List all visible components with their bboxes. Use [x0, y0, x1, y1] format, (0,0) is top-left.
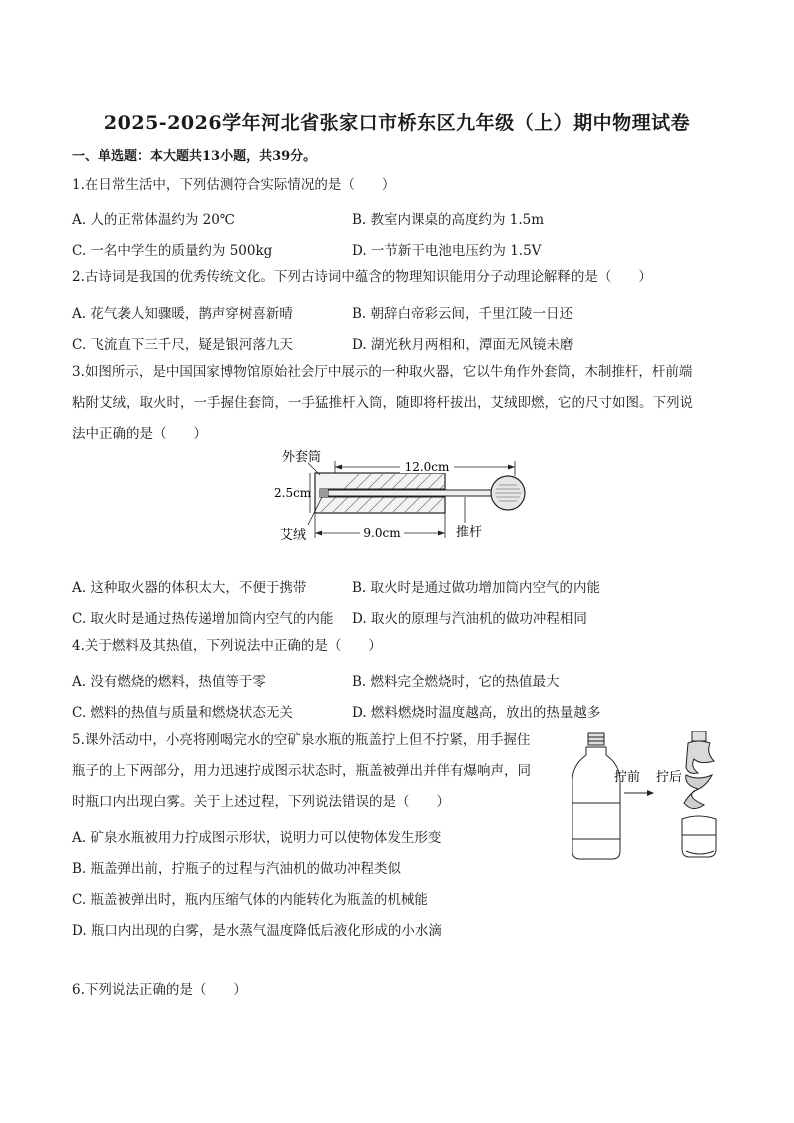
q4-option-c: C. 燃料的热值与质量和燃烧状态无关 [72, 705, 293, 721]
q5-stem-line3: 时瓶口内出现白雾。关于上述过程，下列说法错误的是（ ） [72, 794, 450, 810]
q1-option-a: A. 人的正常体温约为 20℃ [72, 212, 235, 228]
q5-option-a: A. 矿泉水瓶被用力拧成图示形状，说明力可以使物体发生形变 [72, 830, 442, 846]
q2-option-a: A. 花气袭人知骤暖，鹊声穿树喜新晴 [72, 306, 293, 322]
label-2-5cm: 2.5cm [274, 486, 312, 500]
q3-stem-line3: 法中正确的是（ ） [72, 426, 207, 442]
q5-option-d: D. 瓶口内出现的白雾，是水蒸气温度降低后液化形成的小水滴 [72, 923, 442, 939]
label-moxa: 艾绒 [280, 528, 307, 543]
q2-option-c: C. 飞流直下三千尺，疑是银河落九天 [72, 337, 293, 353]
fire-piston-diagram [270, 445, 532, 545]
push-rod [328, 490, 498, 496]
q5-stem-line2: 瓶子的上下两部分，用力迅速拧成图示状态时，瓶盖被弹出并伴有爆响声，同 [72, 763, 531, 779]
exam-title: 2025-2026学年河北省张家口市桥东区九年级（上）期中物理试卷 [103, 112, 691, 134]
q1-stem: 1.在日常生活中，下列估测符合实际情况的是（ ） [72, 177, 396, 193]
q1-option-d: D. 一节新干电池电压约为 1.5V [352, 243, 542, 259]
q3-stem-line2: 粘附艾绒，取火时，一手握住套筒，一手猛推杆入筒，随即将杆拔出，艾绒即燃，它的尺寸如图。下列说 [72, 395, 693, 411]
bottle-after [682, 731, 716, 857]
q1-option-c: C. 一名中学生的质量约为 500kg [72, 243, 273, 259]
q3-option-d: D. 取火的原理与汽油机的做功冲程相同 [352, 611, 587, 627]
q4-option-a: A. 没有燃烧的燃料，热值等于零 [72, 674, 266, 690]
label-rod: 推杆 [456, 525, 483, 540]
q3-option-c: C. 取火时是通过热传递增加筒内空气的内能 [72, 611, 334, 627]
q2-option-d: D. 湖光秋月两相和，潭面无风镜未磨 [352, 337, 574, 353]
label-after: 拧后 [656, 770, 683, 785]
q5-stem-line1: 5.课外活动中，小亮将刚喝完水的空矿泉水瓶的瓶盖拧上但不拧紧，用手握住 [72, 732, 531, 748]
bottle-before [572, 733, 620, 859]
q3-option-a: A. 这种取火器的体积太大，不便于携带 [72, 580, 307, 596]
label-before: 拧前 [614, 770, 641, 785]
q3-stem-line1: 3.如图所示，是中国国家博物馆原始社会厅中展示的一种取火器，它以牛角作外套筒，木制推杆，杆前端 [72, 364, 693, 380]
q5-option-b: B. 瓶盖弹出前，拧瓶子的过程与汽油机的做功冲程类似 [72, 861, 402, 877]
label-9cm: 9.0cm [363, 526, 401, 540]
q4-stem: 4.关于燃料及其热值，下列说法中正确的是（ ） [72, 638, 382, 654]
q2-stem: 2.古诗词是我国的优秀传统文化。下列古诗词中蕴含的物理知识能用分子动理论解释的是（ ） [72, 269, 652, 285]
q1-option-b: B. 教室内课桌的高度约为 1.5m [352, 212, 545, 228]
q4-option-d: D. 燃料燃烧时温度越高，放出的热量越多 [352, 705, 601, 721]
label-outer-tube: 外套筒 [282, 450, 322, 465]
q3-option-b: B. 取火时是通过做功增加筒内空气的内能 [352, 580, 601, 596]
q2-option-b: B. 朝辞白帝彩云间，千里江陵一日还 [352, 306, 574, 322]
section-heading: 一、单选题：本大题共13小题，共39分。 [72, 149, 317, 164]
q4-option-b: B. 燃料完全燃烧时，它的热值最大 [352, 674, 560, 690]
q6-stem: 6.下列说法正确的是（ ） [72, 982, 247, 998]
q5-option-c: C. 瓶盖被弹出时，瓶内压缩气体的内能转化为瓶盖的机械能 [72, 892, 428, 908]
moxa-tip [320, 489, 328, 497]
label-12cm: 12.0cm [404, 460, 450, 474]
bottle-twist-figure [572, 731, 722, 862]
